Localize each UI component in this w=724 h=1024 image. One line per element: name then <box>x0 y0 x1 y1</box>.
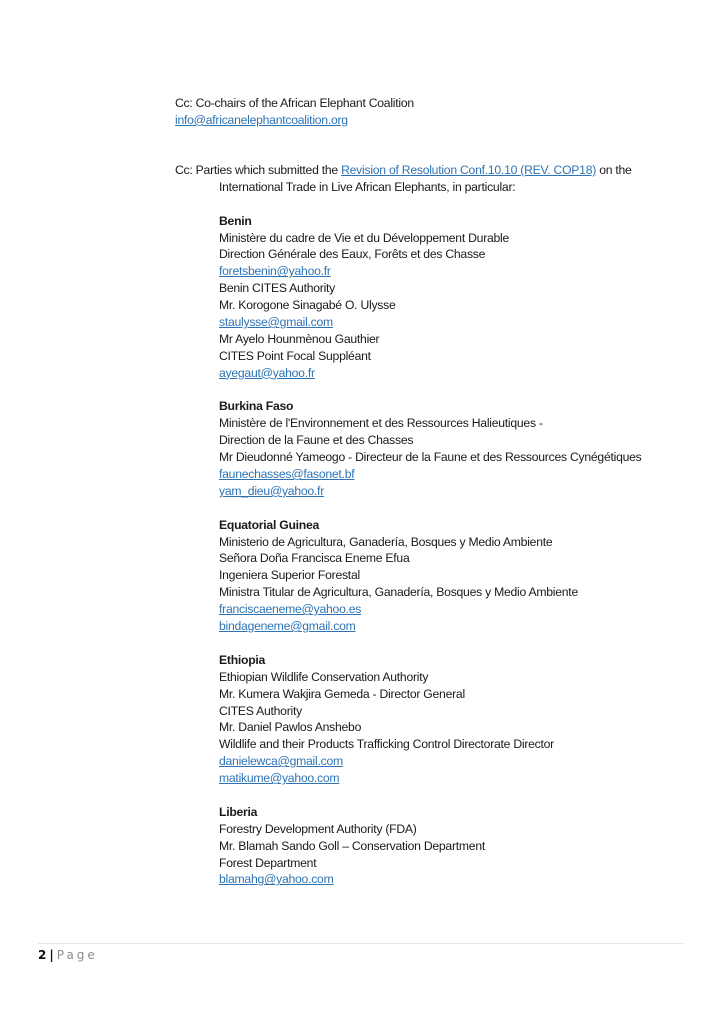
page-label: Page <box>56 948 98 962</box>
contact-line: Ministerio de Agricultura, Ganadería, Bosques y Medio Ambiente <box>219 534 553 549</box>
contact-line: Señora Doña Francisca Eneme Efua <box>219 551 410 566</box>
section-spacer <box>219 382 642 399</box>
cc-parties-block <box>175 162 642 888</box>
contact-line: Mr. Kumera Wakjira Gemeda - Director General <box>219 686 465 701</box>
contact-line: CITES Point Focal Suppléant <box>219 348 371 363</box>
country-name: Equatorial Guinea <box>219 517 320 532</box>
email-link[interactable]: bindageneme@gmail.com <box>219 619 356 634</box>
email-link[interactable]: matikume@yahoo.com <box>219 771 340 786</box>
contact-email-row <box>219 601 642 618</box>
contact-email-row <box>219 263 642 280</box>
country-name: Benin <box>219 213 252 228</box>
cc-parties-line2: International Trade in Live African Elephants, in particular: <box>219 179 516 194</box>
country-name: Liberia <box>219 804 258 819</box>
email-link[interactable]: ayegaut@yahoo.fr <box>219 365 315 380</box>
country-section <box>219 517 642 635</box>
contact-line: Forestry Development Authority (FDA) <box>219 821 417 836</box>
contact-email-row <box>219 466 642 483</box>
country-name: Burkina Faso <box>219 399 294 414</box>
contact-email-row <box>219 871 642 888</box>
email-link[interactable]: staulysse@gmail.com <box>219 315 333 330</box>
contact-line: Ingeniera Superior Forestal <box>219 568 360 583</box>
cc-parties-prefix: Cc: Parties which submitted the <box>175 163 342 177</box>
cc-parties-line <box>175 162 642 179</box>
email-link[interactable]: faunechasses@fasonet.bf <box>219 467 355 482</box>
coalition-email-link[interactable]: info@africanelephantcoalition.org <box>175 112 348 127</box>
cc-coalition-line: Cc: Co-chairs of the African Elephant Coalition <box>175 96 414 110</box>
contact-line: Mr. Blamah Sando Goll – Conservation Department <box>219 838 485 853</box>
contact-email-row <box>219 314 642 331</box>
country-section <box>219 398 642 499</box>
email-link[interactable]: danielewca@gmail.com <box>219 754 343 769</box>
contact-line: CITES Authority <box>219 703 302 718</box>
country-list <box>175 213 642 889</box>
contact-line: Benin CITES Authority <box>219 281 336 296</box>
country-section <box>219 804 642 888</box>
contact-line: Mr Dieudonné Yameogo - Directeur de la Faune et des Ressources Cynégétiques <box>219 450 642 465</box>
page-number: 2 <box>38 948 47 962</box>
contact-email-row <box>219 770 642 787</box>
section-spacer <box>219 635 642 652</box>
contact-line: Direction de la Faune et des Chasses <box>219 433 414 448</box>
contact-line: Direction Générale des Eaux, Forêts et des Chasse <box>219 247 486 262</box>
contact-line: Mr. Korogone Sinagabé O. Ulysse <box>219 298 396 313</box>
country-name: Ethiopia <box>219 652 266 667</box>
contact-line: Ethiopian Wildlife Conservation Authority <box>219 669 429 684</box>
contact-line: Wildlife and their Products Trafficking Control Directorate Director <box>219 737 554 752</box>
page-footer <box>38 948 98 962</box>
contact-email-row <box>219 618 642 635</box>
contact-email-row <box>219 753 642 770</box>
contact-line: Ministère du cadre de Vie et du Développement Durable <box>219 230 510 245</box>
email-link[interactable]: foretsbenin@yahoo.fr <box>219 264 331 279</box>
contact-email-row <box>219 483 642 500</box>
email-link[interactable]: yam_dieu@yahoo.fr <box>219 483 325 498</box>
contact-line: Ministra Titular de Agricultura, Ganadería, Bosques y Medio Ambiente <box>219 585 578 600</box>
contact-email-row <box>219 365 642 382</box>
footer-separator: | <box>49 948 54 962</box>
section-spacer <box>219 500 642 517</box>
section-spacer <box>219 787 642 804</box>
contact-line: Forest Department <box>219 855 317 870</box>
footer-divider <box>38 943 684 944</box>
cc-coalition-block <box>175 95 414 129</box>
country-section <box>219 213 642 382</box>
email-link[interactable]: blamahg@yahoo.com <box>219 872 334 887</box>
contact-line: Mr. Daniel Pawlos Anshebo <box>219 720 362 735</box>
contact-line: Ministère de l'Environnement et des Ressources Halieutiques - <box>219 416 543 431</box>
resolution-link[interactable]: Revision of Resolution Conf.10.10 (REV. COP18) <box>341 163 597 177</box>
email-link[interactable]: franciscaeneme@yahoo.es <box>219 602 362 617</box>
country-section <box>219 652 642 787</box>
contact-line: Mr Ayelo Hounmènou Gauthier <box>219 331 380 346</box>
cc-parties-suffix: on the <box>596 163 632 177</box>
